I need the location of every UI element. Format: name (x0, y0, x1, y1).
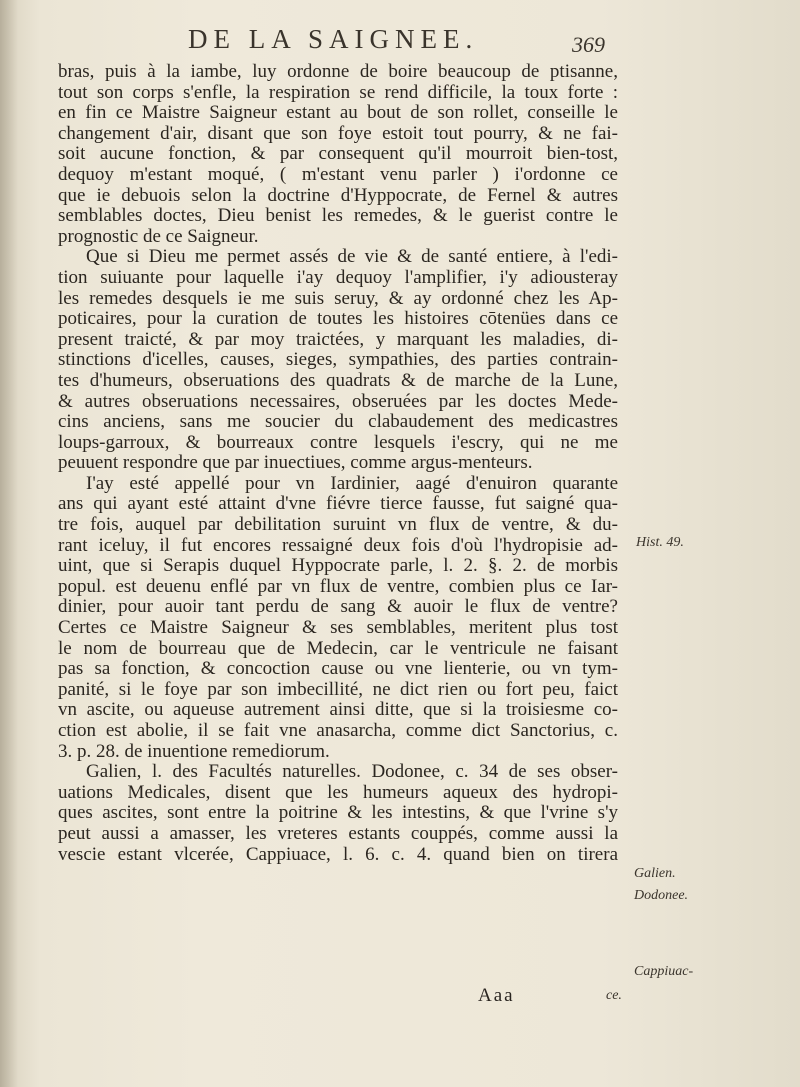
text-line: present traicté, & par moy traictées, y marquant les maladies, di- (58, 328, 618, 350)
margin-note-cappiuacce-cont: ce. (606, 988, 622, 1003)
text-line: vn ascite, ou aqueuse autrement ainsi ditte, que si la troisiesme co- (58, 699, 618, 721)
text-line: semblables doctes, Dieu benist les remedes, & le guerist contre le (58, 205, 618, 227)
text-line: cins anciens, sans me soucier du clabaudement des medicastres (58, 411, 618, 433)
text-line: tre fois, auquel par debilitation suruint vn flux de ventre, & du- (58, 514, 618, 536)
body-text (58, 62, 618, 865)
text-line: tion suiuante pour laquelle i'ay dequoy l'amplifier, i'y adiousteray (58, 266, 618, 288)
page-gutter-shadow (0, 0, 18, 1087)
text-line: le nom de bourreau que de Medecin, car le ventricule ne faisant (58, 637, 618, 659)
text-line: loups-garroux, & bourreaux contre lesquels i'escry, qui ne me (58, 431, 618, 453)
text-line: tout son corps s'enfle, la respiration se rend difficile, la toux forte : (58, 81, 618, 103)
text-line: & autres obseruations necessaires, obseruées par les doctes Mede- (58, 390, 618, 412)
page-header (0, 20, 800, 60)
text-line: vescie estant vlcerée, Cappiuace, l. 6. c. 4. quand bien on tirera (58, 843, 618, 865)
signature-mark: Aaa (478, 985, 515, 1006)
text-line: poticaires, pour la curation de toutes les histoires cōtenües dans ce (58, 308, 618, 330)
text-line: ques ascites, sont entre la poitrine & les intestins, & que l'vrine s'y (58, 802, 618, 824)
text-line: dinier, pour auoir tant perdu de sang & auoir le flux de ventre? (58, 596, 618, 618)
text-line: I'ay esté appellé pour vn Iardinier, aagé d'enuiron quarante (86, 472, 618, 494)
page-number: 369 (572, 32, 605, 57)
text-line: pas sa fonction, & concoction cause ou vne lienterie, ou vn tym- (58, 658, 618, 680)
text-line: soit aucune fonction, & par consequent qu'il mourroit bien-tost, (58, 143, 618, 165)
text-line: Que si Dieu me permet assés de vie & de santé entiere, à l'edi- (86, 246, 618, 268)
margin-note-cappiuacce: Cappiuac- (634, 964, 694, 979)
text-line: changement d'air, disant que son foye estoit tout pourry, & ne fai- (58, 122, 618, 144)
text-line: uint, que si Serapis duquel Hyppocrate parle, l. 2. §. 2. de morbis (58, 555, 618, 577)
running-head: DE LA SAIGNEE. (188, 24, 479, 54)
margin-note-galien: Galien. (634, 866, 676, 881)
text-line: tes d'humeurs, obseruations des quadrats & de marche de la Lune, (58, 369, 618, 391)
text-line: Certes ce Maistre Saigneur & ses semblables, meritent plus tost (58, 617, 618, 639)
text-line: les remedes desquels ie me suis seruy, & ay ordonné chez les Ap- (58, 287, 618, 309)
text-line: popul. est deuenu enflé par vn flux de ventre, combien plus ce Iar- (58, 575, 618, 597)
text-line: peuuent respondre que par inuectiues, comme argus-menteurs. (58, 452, 533, 474)
text-line: dequoy m'estant moqué, ( m'estant venu parler ) i'ordonne ce (58, 163, 618, 185)
text-line: Galien, l. des Facultés naturelles. Dodonee, c. 34 de ses obser- (86, 761, 618, 783)
text-line: peut aussi a amasser, les vreteres estants couppés, comme aussi la (58, 822, 618, 844)
margin-note-hist: Hist. 49. (636, 535, 684, 550)
text-line: rant iceluy, il fut encores ressaigné deux fois d'où l'hydropisie ad- (58, 534, 618, 556)
text-line: que ie debuois selon la doctrine d'Hyppocrate, de Fernel & autres (58, 184, 618, 206)
margin-note-dodonee: Dodonee. (634, 888, 689, 903)
text-line: stinctions d'icelles, causes, sieges, sympathies, des parties contrain- (58, 349, 618, 371)
text-line: 3. p. 28. de inuentione remediorum. (58, 740, 330, 762)
text-line: en fin ce Maistre Saigneur estant au bout de son rollet, conseille le (58, 102, 618, 124)
text-line: panité, si le foye par son imbecillité, ne dict rien ou fort peu, faict (58, 678, 618, 700)
text-line: ans qui ayant esté attaint d'vne fiévre tierce fausse, fut saigné qua- (58, 493, 618, 515)
text-line: prognostic de ce Saigneur. (58, 225, 259, 247)
text-line: uations Medicales, disent que les humeurs aqueux des hydropi- (58, 781, 618, 803)
text-line: bras, puis à la iambe, luy ordonne de boire beaucoup de ptisanne, (58, 61, 618, 82)
text-line: ction est abolie, il se fait vne anasarcha, comme dict Sanctorius, c. (58, 720, 618, 741)
